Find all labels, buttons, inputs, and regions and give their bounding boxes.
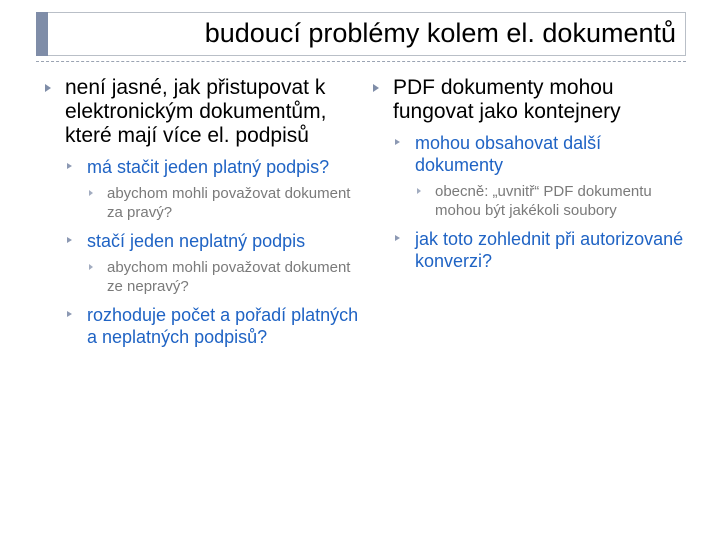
sub-bullet-item [393,228,688,272]
triangle-right-icon [89,190,93,196]
bullet-item [40,76,360,348]
sub-sub-bullet-item [415,182,688,220]
triangle-right-icon [67,311,72,317]
sub-sub-bullet-text: abychom mohli považovat dokument za pravý? [107,185,351,221]
sub-sub-bullet-item [87,184,360,222]
triangle-right-icon [45,84,51,92]
sub-bullet-item [393,132,688,220]
sub-bullet-text: rozhoduje počet a pořadí platných a neplatných podpisů? [87,305,359,347]
bullet-text: není jasné, jak přistupovat k elektronickým dokumentům, které mají více el. podpisů [65,76,327,147]
right-column [368,76,688,276]
triangle-right-icon [89,264,93,270]
left-column [40,76,360,352]
title-accent-bar [36,12,48,56]
title-divider [36,61,686,62]
sub-bullet-text: jak toto zohlednit při autorizované konverzi? [415,229,684,271]
bullet-text: PDF dokumenty mohou fungovat jako kontejnery [393,76,621,123]
sub-bullet-item [65,304,360,348]
triangle-right-icon [67,237,72,243]
triangle-right-icon [373,84,379,92]
sub-sub-bullet-item [87,258,360,296]
triangle-right-icon [395,235,400,241]
sub-bullet-item [65,156,360,222]
sub-bullet-text: stačí jeden neplatný podpis [87,231,306,251]
triangle-right-icon [417,188,421,194]
triangle-right-icon [67,163,72,169]
sub-sub-bullet-text: abychom mohli považovat dokument ze nepravý? [107,259,351,295]
slide-title: budoucí problémy kolem el. dokumentů [204,18,676,48]
sub-bullet-text: mohou obsahovat další dokumenty [415,133,602,175]
sub-sub-bullet-text: obecně: „uvnitř“ PDF dokumentu mohou být jakékoli soubory [435,183,652,219]
sub-bullet-text: má stačit jeden platný podpis? [87,157,330,177]
bullet-item [368,76,688,272]
sub-bullet-item [65,230,360,296]
triangle-right-icon [395,139,400,145]
